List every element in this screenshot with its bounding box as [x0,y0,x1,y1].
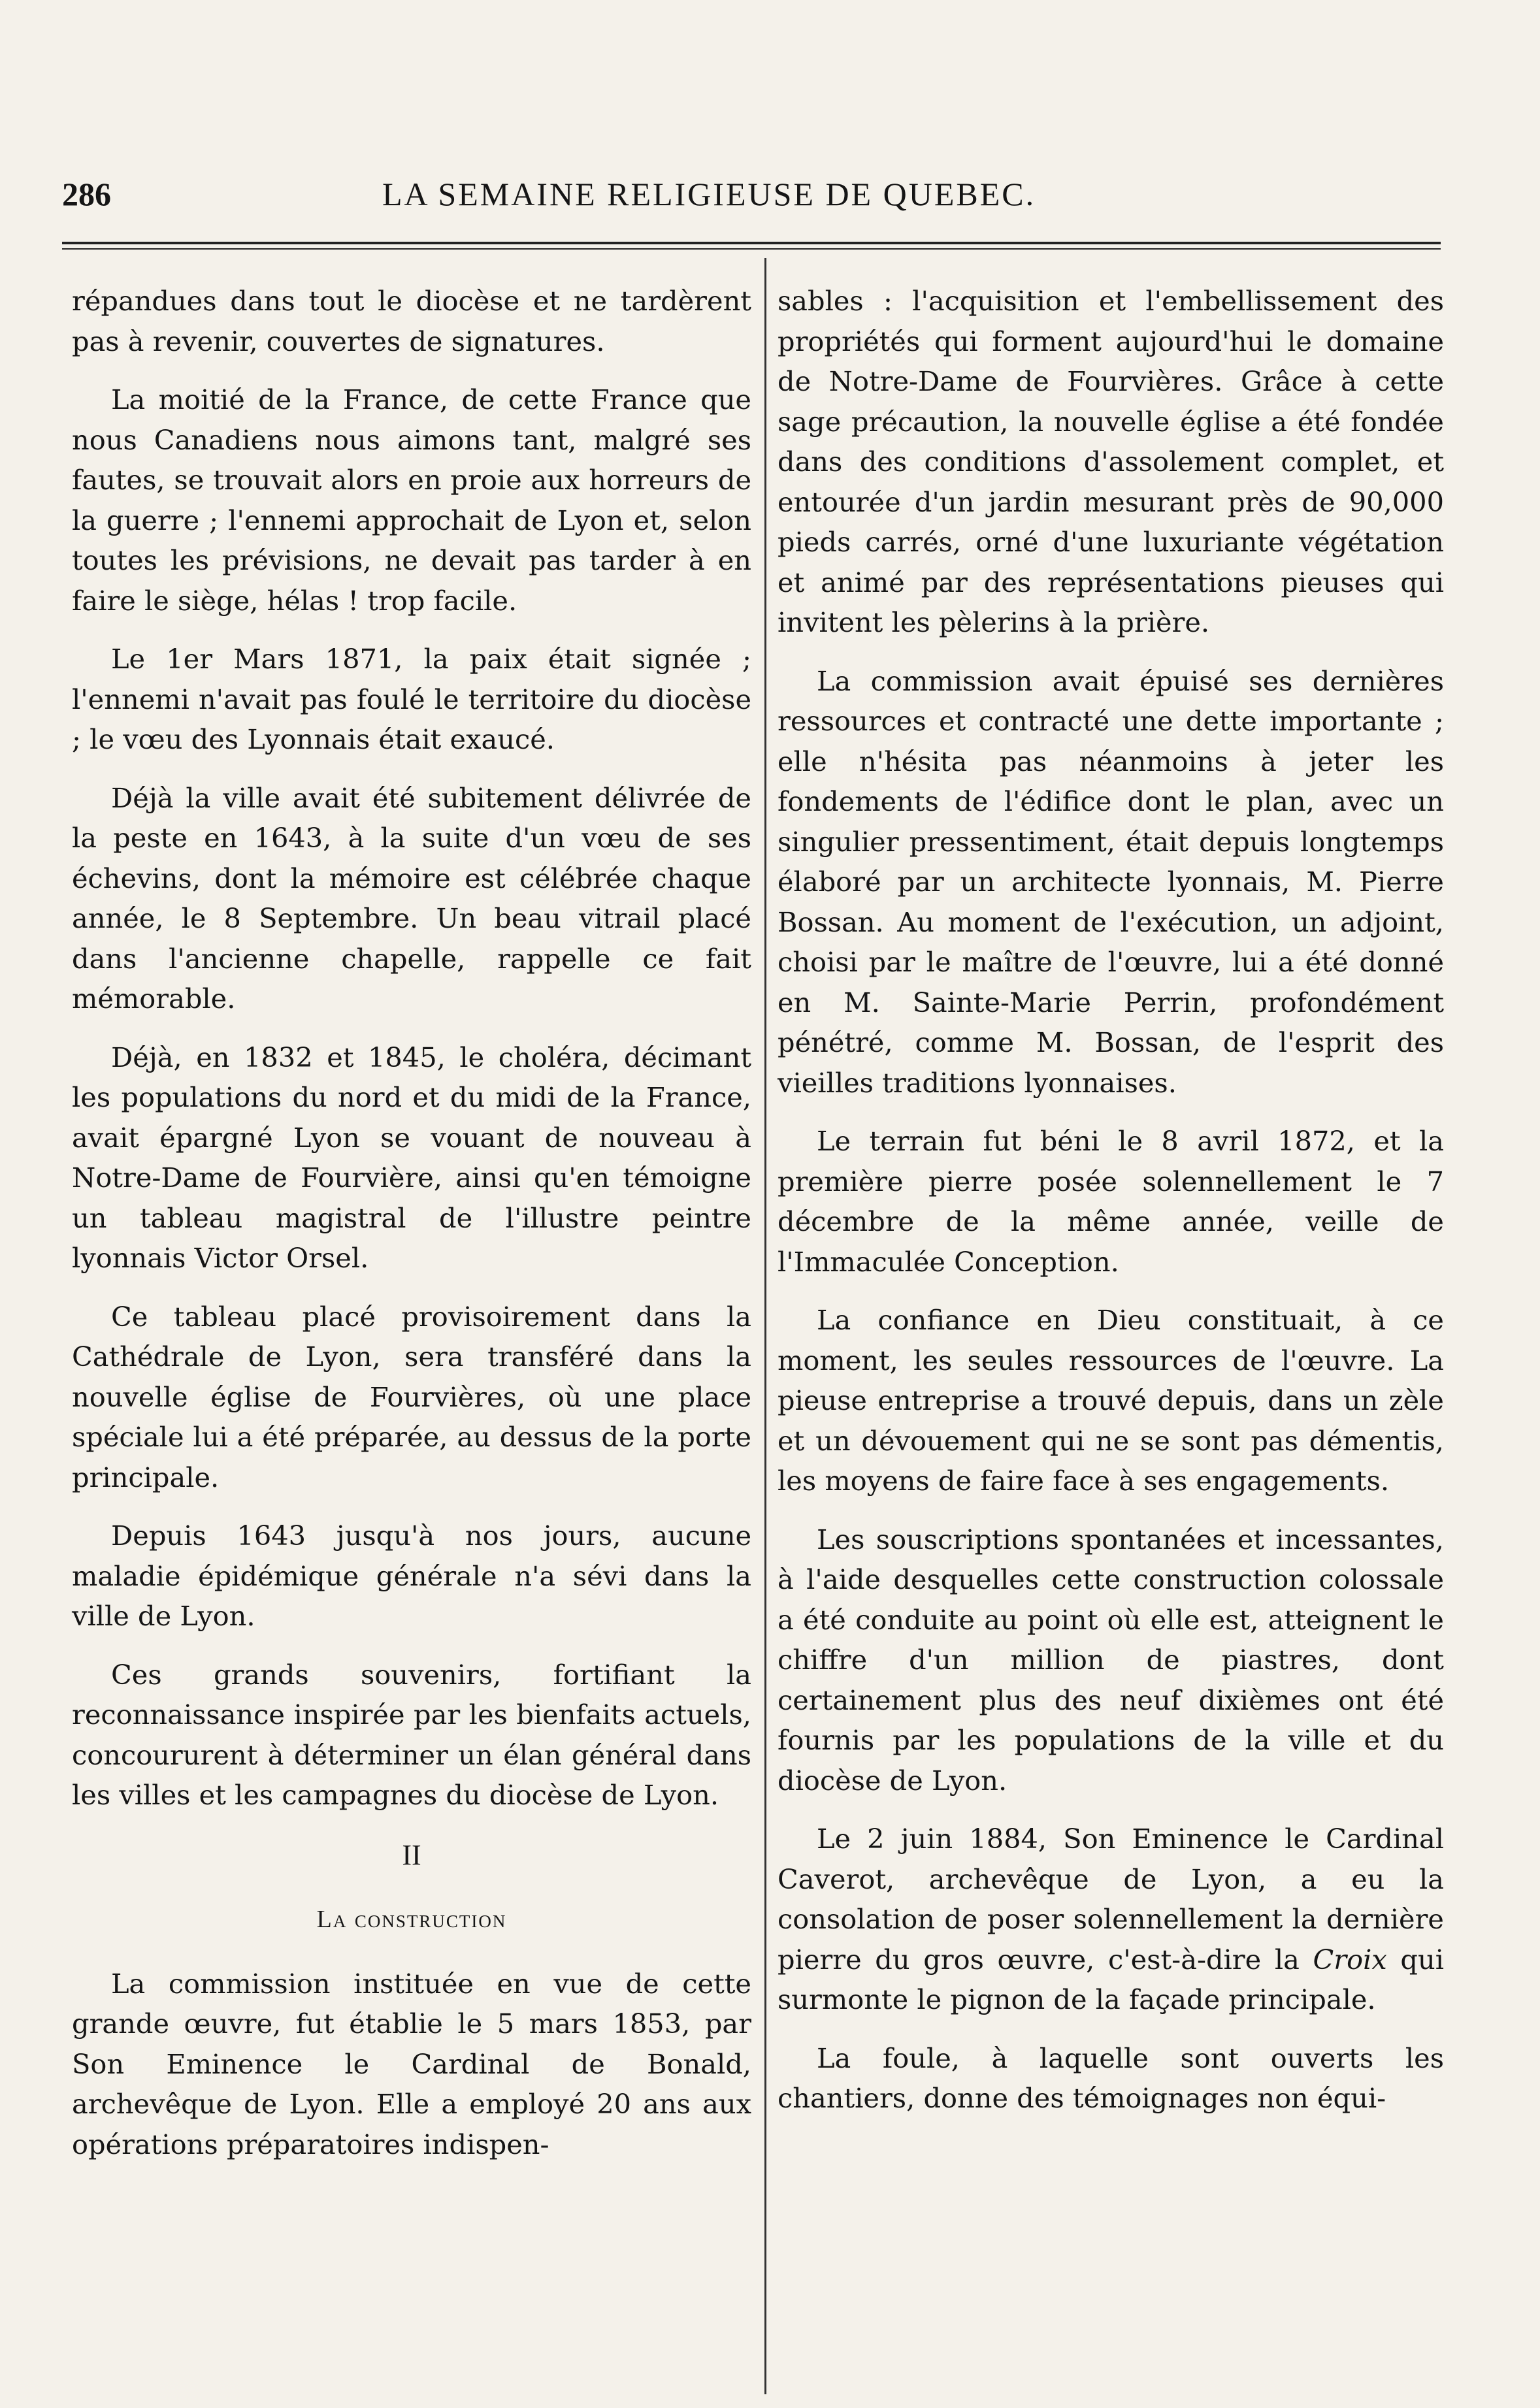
paragraph: Ce tableau placé provisoirement dans la Cathédrale de Lyon, sera transféré dans la nouvelle église de Fourvières, où une place spéciale lui a été préparée, au dessus de la porte principale. [72,1300,751,1493]
paragraph: La moitié de la France, de cette France que nous Canadiens nous aimons tant, malgré ses fautes, se trouvait alors en proie aux horreurs de la guerre ; l'ennemi approchait de Lyon et, selon toutes les prévisions, ne devait pas tarder à en faire le siège, hélas ! trop facile. [72,383,751,617]
paragraph: Depuis 1643 jusqu'à nos jours, aucune maladie épidémique générale n'a sévi dans la ville de Lyon. [72,1520,751,1632]
paragraph [778,1819,1444,2020]
text-run: Le 2 juin 1884, Son Eminence le Cardinal Caverot, archevêque de Lyon, a eu la consolation de poser solennellement la dernière pierre du gros œuvre, c'est-à-dire la [778,1823,1444,1976]
paragraph: sables : l'acquisition et l'embellissement des propriétés qui forment aujourd'hui le domaine de Notre-Dame de Fourvières. Grâce à cette sage précaution, la nouvelle église a été fondée dans des conditions d'assolement complet, et entourée d'un jardin mesurant près de 90,000 pieds carrés, orné d'une luxuriante végétation et animé par des représentations pieuses qui invitent les pèlerins à la prière. [778,285,1444,638]
page-number: 286 [62,176,111,212]
paragraph: La commission avait épuisé ses dernières ressources et contracté une dette importante ; elle n'hésita pas néanmoins à jeter les fondements de l'édifice dont le plan, avec un singulier pressentiment, était depuis longtemps élaboré par un architecte lyonnais, M. Pierre Bossan. Au moment de l'exécution, un adjoint, choisi par le maître de l'œuvre, lui a été donné en M. Sainte-Marie Perrin, profondément pénétré, comme M. Bossan, de l'esprit des vieilles traditions lyonnaises. [778,664,1444,1099]
running-title: LA SEMAINE RELIGIEUSE DE QUEBEC. [382,176,1036,212]
right-column [778,281,1444,2137]
paragraph: Déjà la ville avait été subitement délivrée de la peste en 1643, à la suite d'un vœu de ses échevins, dont la mémoire est célébrée chaque année, le 8 Septembre. Un beau vitrail placé dans l'ancienne chapelle, rappelle ce fait mémorable. [72,781,751,1015]
left-column [72,281,751,2183]
paragraph: Ces grands souvenirs, fortifiant la reconnaissance inspirée par les bienfaits actuels, concoururent à déterminer un élan général dans les villes et les campagnes du diocèse de Lyon. [72,1658,751,1811]
italic-text-run: Croix [1313,1943,1387,1976]
paragraph: Les souscriptions spontanées et incessantes, à l'aide desquelles cette construction colossale a été conduite au point où elle est, atteignent le chiffre d'un million de piastres, dont certainement plus des neuf dixièmes ont été fournis par les populations de la ville et du diocèse de Lyon. [778,1523,1444,1797]
paragraph: La confiance en Dieu constituait, à ce moment, les seules ressources de l'œuvre. La pieuse entreprise a trouvé depuis, dans un zèle et un dévouement qui ne se sont pas démentis, les moyens de faire face à ses engagements. [778,1304,1444,1497]
section-title: La construction [316,1906,507,1933]
page-header [62,175,1441,221]
text-run: qui surmonte le pignon de la façade principale. [778,1943,1444,2015]
paragraph: La commission instituée en vue de cette grande œuvre, fut établie le 5 mars 1853, par Son Eminence le Cardinal de Bonald, archevêque de Lyon. Elle a employé 20 ans aux opérations préparatoires indispen- [72,1967,751,2160]
paragraph: Déjà, en 1832 et 1845, le choléra, décimant les populations du nord et du midi de la France, avait épargné Lyon se vouant de nouveau à Notre-Dame de Fourvière, ainsi qu'en témoigne un tableau magistral de l'illustre peintre lyonnais Victor Orsel. [72,1041,751,1274]
paragraph: Le terrain fut béni le 8 avril 1872, et la première pierre posée solennellement le 7 décembre de la même année, veille de l'Immaculée Conception. [778,1125,1444,1278]
header-rule [62,242,1441,244]
paragraph: répandues dans tout le diocèse et ne tardèrent pas à revenir, couvertes de signatures. [72,285,751,357]
paragraph: Le 1er Mars 1871, la paix était signée ; l'ennemi n'avait pas foulé le territoire du diocèse ; le vœu des Lyonnais était exaucé. [72,643,751,755]
section-number: II [402,1838,421,1871]
paragraph: La foule, à laquelle sont ouverts les chantiers, donne des témoignages non équi- [778,2042,1444,2114]
column-divider [764,258,766,2394]
header-rule-thin [62,248,1441,250]
